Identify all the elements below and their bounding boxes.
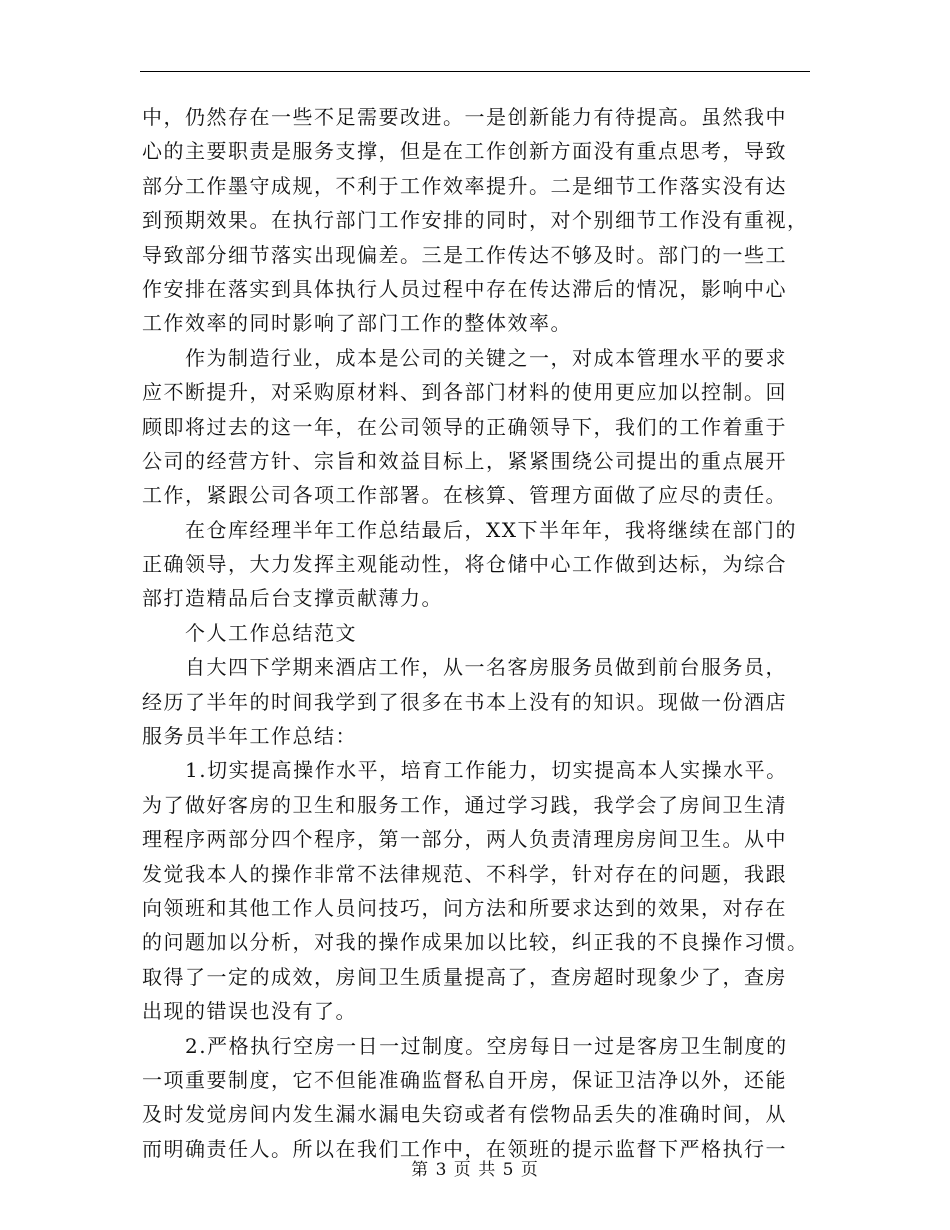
- text-line: 2.严格执行空房一日一过制度。空房每日一过是客房卫生制度的: [185, 1033, 788, 1058]
- text-line: 部分工作墨守成规，不利于工作效率提升。二是细节工作落实没有达: [142, 173, 787, 198]
- text-line: 工作，紧跟公司各项工作部署。在核算、管理方面做了应尽的责任。: [142, 483, 787, 508]
- text-line: 为了做好客房的卫生和服务工作，通过学习践，我学会了房间卫生清: [142, 792, 787, 817]
- text-line: 理程序两部分四个程序，第一部分，两人负责清理房房间卫生。从中: [142, 827, 787, 852]
- text-line: 服务员半年工作总结：: [142, 724, 357, 749]
- text-line: 顾即将过去的这一年，在公司领导的正确领导下，我们的工作着重于: [142, 414, 787, 439]
- text-line: 个人工作总结范文: [185, 620, 357, 645]
- text-line: 自大四下学期来酒店工作，从一名客房服务员做到前台服务员，: [185, 655, 787, 680]
- text-line: 出现的错误也没有了。: [142, 999, 357, 1024]
- text-line: 作为制造行业，成本是公司的关键之一，对成本管理水平的要求: [185, 345, 787, 370]
- text-line: 作安排在落实到具体执行人员过程中存在传达滞后的情况，影响中心: [142, 276, 787, 301]
- text-line: 而明确责任人。所以在我们工作中，在领班的提示监督下严格执行一: [142, 1136, 787, 1161]
- text-line: 1.切实提高操作水平，培育工作能力，切实提高本人实操水平。: [185, 758, 788, 783]
- text-line: 导致部分细节落实出现偏差。三是工作传达不够及时。部门的一些工: [142, 242, 787, 267]
- text-line: 正确领导，大力发挥主观能动性，将仓储中心工作做到达标，为综合: [142, 552, 787, 577]
- text-line: 应不断提升，对采购原材料、到各部门材料的使用更应加以控制。回: [142, 380, 787, 405]
- text-line: 发觉我本人的操作非常不法律规范、不科学，针对存在的问题，我跟: [142, 861, 787, 886]
- text-line: 在仓库经理半年工作总结最后，XX下半年年，我将继续在部门的: [185, 517, 797, 542]
- text-line: 公司的经营方针、宗旨和效益目标上，紧紧围绕公司提出的重点展开: [142, 448, 787, 473]
- text-line: 部打造精品后台支撑贡献薄力。: [142, 586, 443, 611]
- text-line: 及时发觉房间内发生漏水漏电失窃或者有偿物品丢失的准确时间，从: [142, 1102, 787, 1127]
- text-line: 经历了半年的时间我学到了很多在书本上没有的知识。现做一份酒店: [142, 689, 787, 714]
- page-number-footer: 第 3 页 共 5 页: [411, 1160, 539, 1180]
- text-line: 取得了一定的成效，房间卫生质量提高了，查房超时现象少了，查房: [142, 964, 787, 989]
- body-text: [142, 100, 812, 1166]
- text-line: 的问题加以分析，对我的操作成果加以比较，纠正我的不良操作习惯。: [142, 930, 809, 955]
- header-rule: [140, 71, 810, 72]
- text-line: 中，仍然存在一些不足需要改进。一是创新能力有待提高。虽然我中: [142, 105, 787, 129]
- text-line: 一项重要制度，它不但能准确监督私自开房，保证卫洁净以外，还能: [142, 1067, 787, 1092]
- text-line: 到预期效果。在执行部门工作安排的同时，对个别细节工作没有重视，: [142, 208, 809, 233]
- text-line: 心的主要职责是服务支撑，但是在工作创新方面没有重点思考，导致: [142, 139, 787, 164]
- text-line: 向领班和其他工作人员问技巧，问方法和所要求达到的效果，对存在: [142, 895, 787, 920]
- text-line: 工作效率的同时影响了部门工作的整体效率。: [142, 311, 572, 336]
